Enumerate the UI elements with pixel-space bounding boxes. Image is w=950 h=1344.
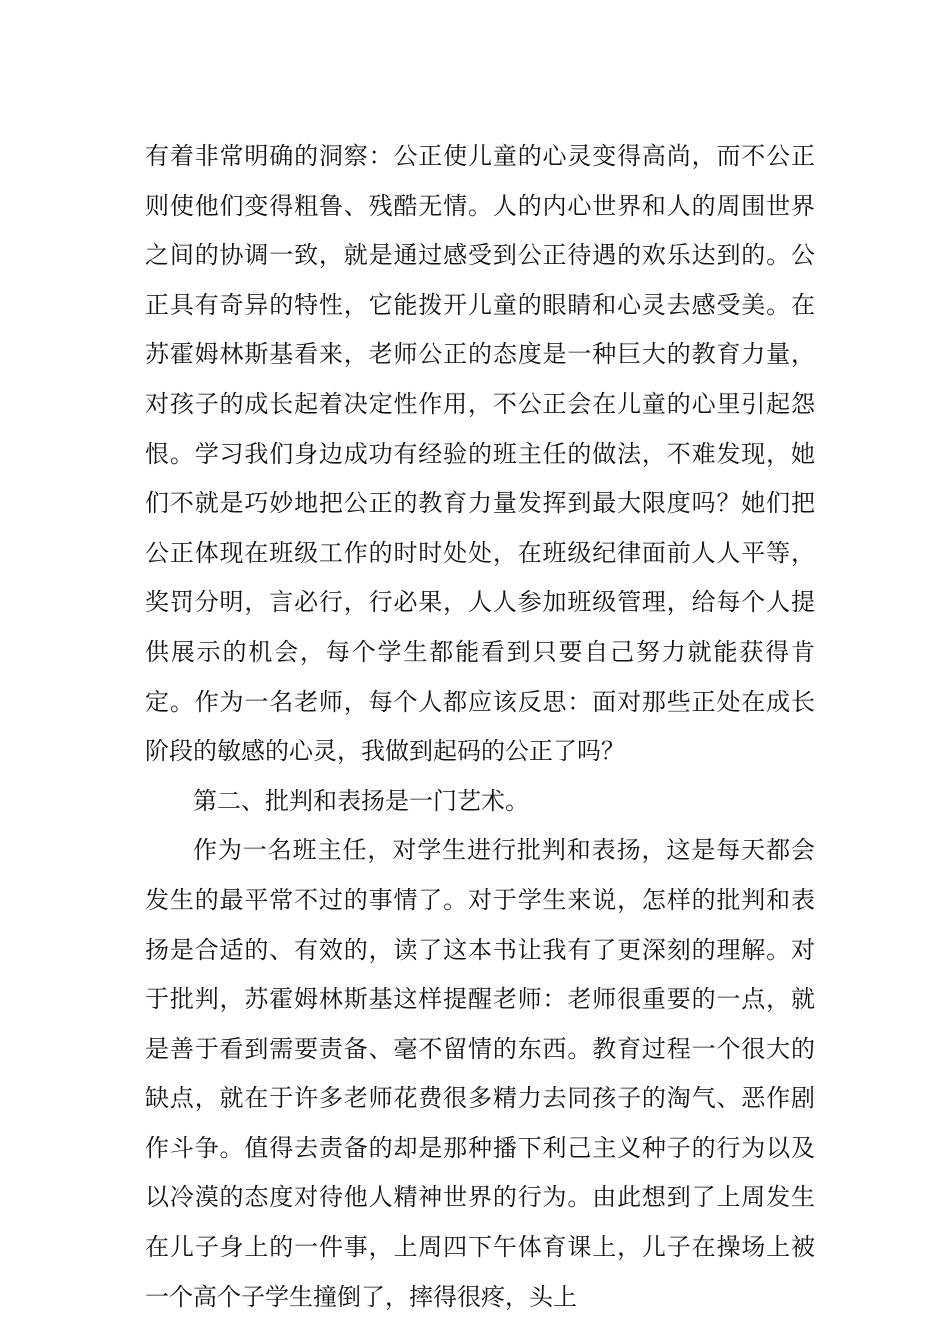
- paragraph-justice: 有着非常明确的洞察：公正使儿童的心灵变得高尚，而不公正则使他们变得粗鲁、残酷无情。人的内心世界和人的周围世界之间的协调一致，就是通过感受到公正待遇的欢乐达到的。公正具有奇异的特性，它能拨开儿童的眼睛和心灵去感受美。在苏霍姆林斯基看来，老师公正的态度是一种巨大的教育力量，对孩子的成长起着决定性作用，不公正会在儿童的心里引起怨恨。学习我们身边成功有经验的班主任的做法，不难发现，她们不就是巧妙地把公正的教育力量发挥到最大限度吗？她们把公正体现在班级工作的时时处处，在班级纪律面前人人平等，奖罚分明，言必行，行必果，人人参加班级管理，给每个人提供展示的机会，每个学生都能看到只要自己努力就能获得肯定。作为一名老师，每个人都应该反思：面对那些正处在成长阶段的敏感的心灵，我做到起码的公正了吗？: [145, 142, 815, 766]
- paragraph-criticism-praise: 作为一名班主任，对学生进行批判和表扬，这是每天都会发生的最平常不过的事情了。对于学生来说，怎样的批判和表扬是合适的、有效的，读了这本书让我有了更深刻的理解。对于批判，苏霍姆林斯基这样提醒老师：老师很重要的一点，就是善于看到需要责备、毫不留情的东西。教育过程一个很大的缺点，就在于许多老师花费很多精力去同孩子的淘气、恶作剧作斗争。值得去责备的却是那种播下利己主义种子的行为以及以冷漠的态度对待他人精神世界的行为。由此想到了上周发生在儿子身上的一件事，上周四下午体育课上，儿子在操场上被一个高个子学生撞倒了，摔得很疼，头上: [145, 836, 815, 1311]
- document-body: [145, 132, 815, 1322]
- paragraph-heading-criticism-praise: 第二、批判和表扬是一门艺术。: [193, 786, 529, 815]
